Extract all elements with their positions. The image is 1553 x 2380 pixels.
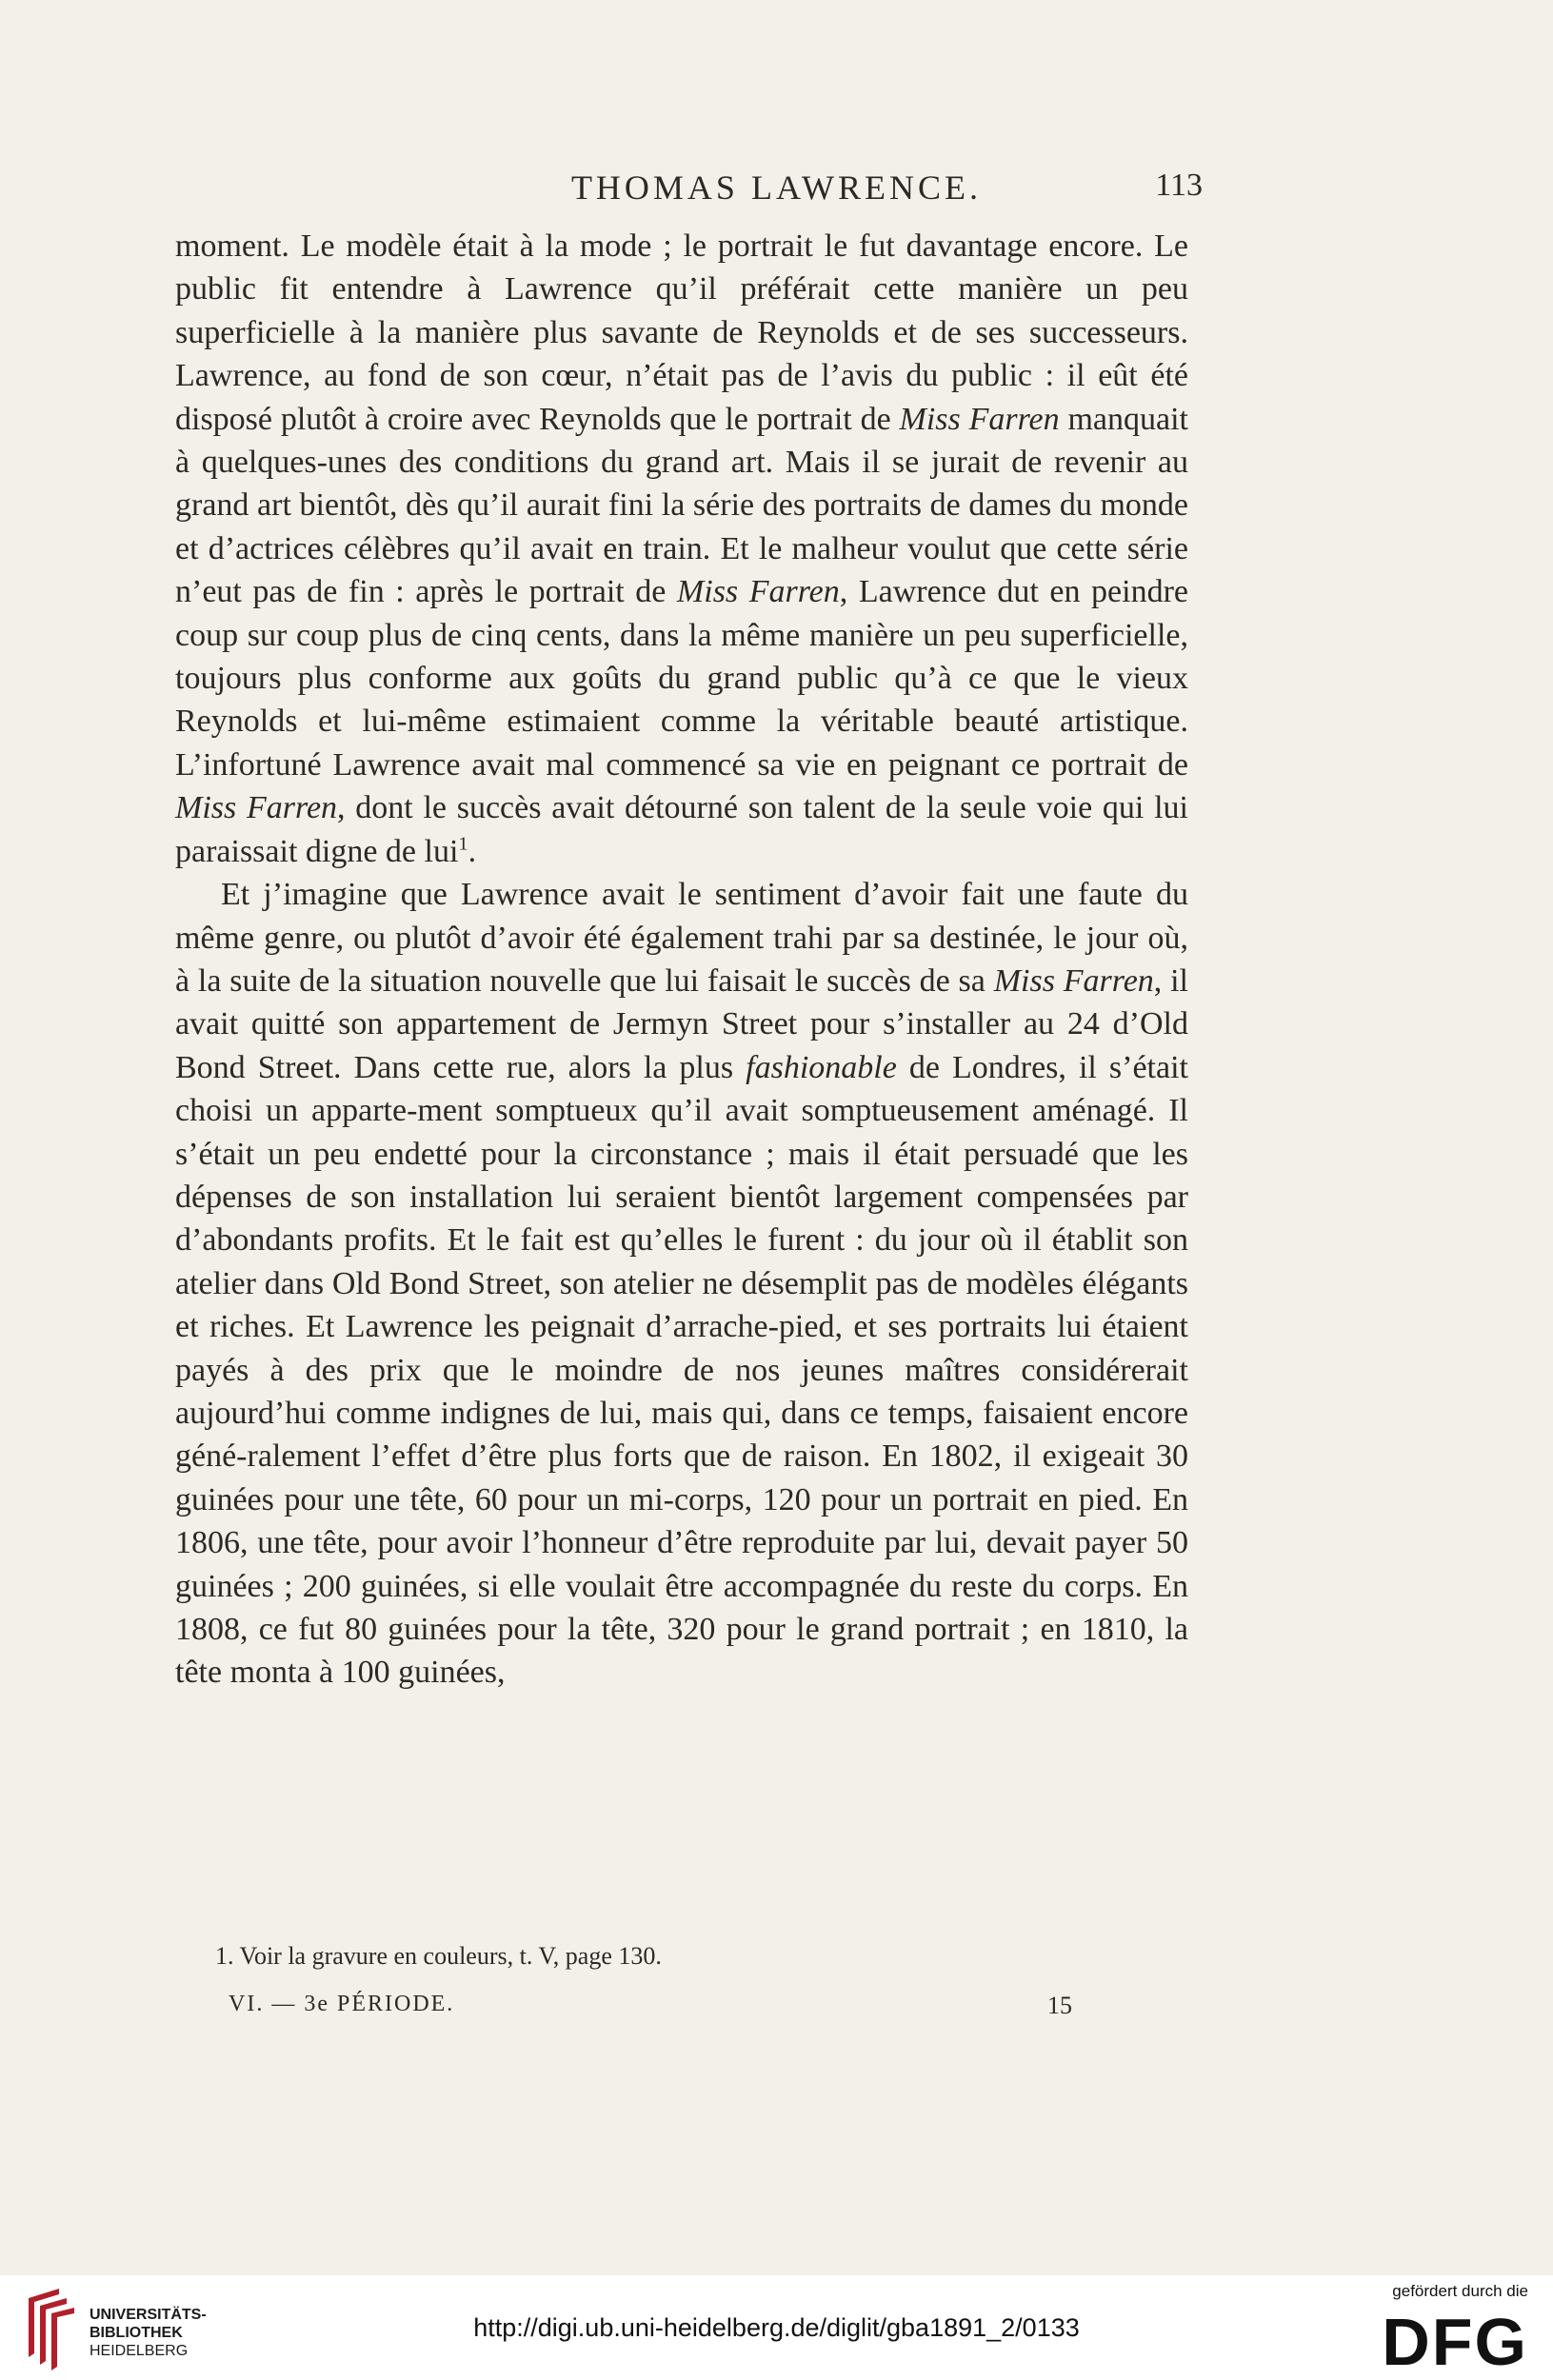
text-run: de Londres, il s’était choisi un apparte-ment somptueux qu’il avait somptueusement aménagé. Il s’était un peu endetté pour la circonstance ; mais il était persuadé que les dépenses de son installation lui seraient bientôt largement compensées par d’abondants profits. Et le fait est qu’elles le furent : du jour où il établit son atelier dans Old Bond Street, son atelier ne désemplit pas de modèles élégants et riches. Et Lawrence les peignait d’arrache-pied, et ses portraits lui étaient payés à des prix que le moindre de nos jeunes maîtres considérerait aujourd’hui comme indignes de lui, mais qui, dans ce temps, faisaient encore géné-ralement l’effet d’être plus forts que de raison. En 1802, il exigeait 30 guinées pour une tête, 60 pour un mi-corps, 120 pour un portrait en pied. En 1806, une tête, pour avoir l’honneur d’être reproduite par lui, devait payer 50 guinées ; 200 guinées, si elle voulait être accompagnée du reste du corps. En 1808, ce fut 80 guinées pour la tête, 320 pour le grand portrait ; en 1810, la tête monta à 100 guinées, [175, 1049, 1188, 1691]
footnote-ref: 1 [458, 833, 468, 855]
text-run: , Lawrence dut en peindre coup sur coup plus de cinq cents, dans la même manière un peu superficielle, toujours plus conforme aux goûts du grand public qu’à ce que le vieux Reynolds et lui-même estimaient comme la véritable beauté artistique. L’infortuné Lawrence avait mal commencé sa vie en peignant ce portrait de [175, 574, 1188, 783]
footnote: 1. Voir la gravure en couleurs, t. V, page 130. [215, 1942, 662, 1970]
italic-title: Miss Farren [899, 401, 1060, 437]
text-run: , il avait quitté son appartement de Jermyn Street pour s’installer au 24 d’Old Bond Street. Dans cette rue, alors la plus [175, 962, 1188, 1085]
dfg-logo: DFG [1382, 2305, 1528, 2379]
printer-signature: VI. — 3e PÉRIODE. [229, 1992, 455, 2016]
source-url-link[interactable]: http://digi.ub.uni-heidelberg.de/diglit/gba1891_2/0133 [473, 2313, 1080, 2342]
running-title: THOMAS LAWRENCE. [570, 169, 983, 207]
italic-title: Miss Farren [993, 962, 1154, 999]
signature-mark: 15 [1047, 1992, 1072, 2019]
body-text [175, 225, 1188, 1695]
paragraph-2 [175, 873, 1188, 1695]
funding-caption: gefördert durch die [1392, 2282, 1528, 2300]
library-name: UNIVERSITÄTS- BIBLIOTHEK HEIDELBERG [90, 2307, 207, 2359]
text-run: Et j’imagine que Lawrence avait le sentiment d’avoir fait une faute du même genre, ou plutôt d’avoir été également trahi par sa destinée, le jour où, à la suite de la situation nouvelle que lui faisait le succès de sa [175, 877, 1188, 999]
text-run: moment. Le modèle était à la mode ; le portrait le fut davantage encore. Le public fit entendre à Lawrence qu’il préférait cette manière un peu superficielle à la manière plus savante de Reynolds et de ses successeurs. Lawrence, au fond de son cœur, n’était pas de l’avis du public : il eût été disposé plutôt à croire avec Reynolds que le portrait de [175, 228, 1188, 437]
italic-title: fashionable [746, 1049, 897, 1085]
text-run: , dont le succès avait détourné son talent de la seule voie qui lui paraissait digne de lui [175, 790, 1188, 869]
paragraph-1 [175, 225, 1188, 873]
page-header [0, 168, 1553, 225]
page-number: 113 [1155, 168, 1203, 203]
italic-title: Miss Farren [175, 790, 338, 826]
italic-title: Miss Farren [676, 574, 840, 610]
text-run: . [468, 833, 477, 869]
text-run: manquait à quelques-unes des conditions du grand art. Mais il se jurait de revenir au grand art bientôt, dès qu’il aurait fini la série des portraits de dames du monde et d’actrices célèbres qu’il avait en train. Et le malheur voulut que cette série n’eut pas de fin : après le portrait de [175, 401, 1188, 610]
